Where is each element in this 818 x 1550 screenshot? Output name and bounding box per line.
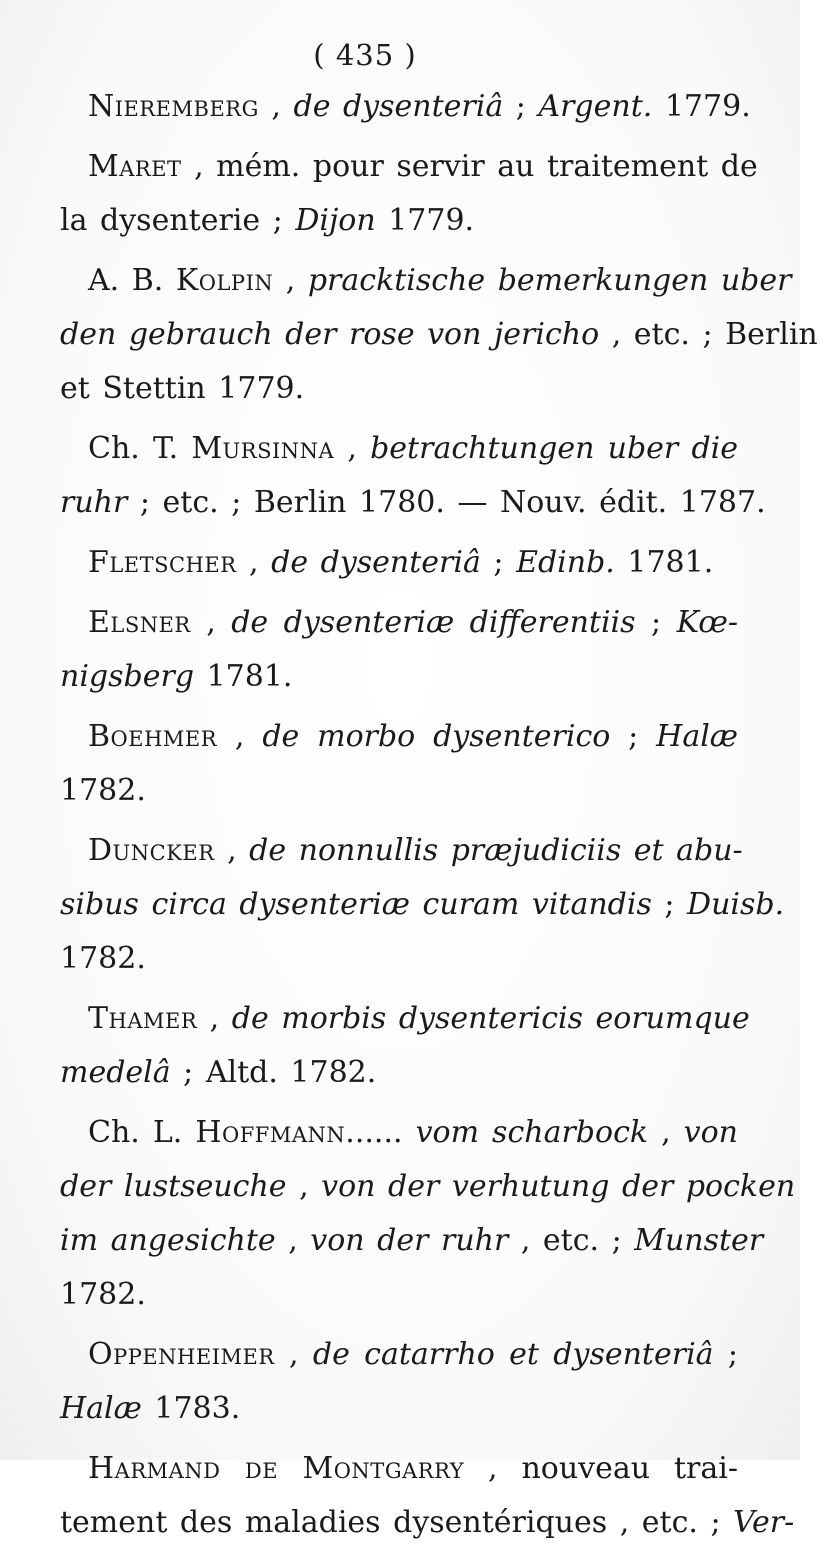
title-text: der lustseuche [60,1169,287,1204]
title-text: Argent. [538,89,653,124]
entry-line [60,476,766,530]
entry-text: Ch. T. [88,431,192,466]
title-text: Halæ [60,1391,142,1426]
title-text: Kœ- [676,605,738,640]
entry-text: tement des maladies dysentériques , etc. ; [60,1505,734,1540]
entry-line [60,596,738,650]
entry-line [60,1496,795,1550]
entry-line [60,932,738,986]
entry-text: , [334,431,371,466]
author-name: Harmand de Montgarry [88,1451,465,1486]
bibliography-entry [60,254,818,416]
bibliography-entry [60,536,738,590]
entry-text: ; [610,719,657,754]
entry-text: 1782. [60,941,146,976]
entry-text: , [648,1115,684,1150]
author-name: Fletscher [88,545,237,580]
entry-text: la dysenterie ; [60,203,296,238]
title-text: im angesichte [60,1223,276,1258]
author-name: Kolpin [175,263,274,298]
title-text: de dysenteriâ [271,545,481,580]
author-name: Duncker [88,833,215,868]
title-text: von der verhutung der pocken [321,1169,796,1204]
title-text: de catarrho et dysenteriâ [312,1337,714,1372]
title-text: Edinb. [516,545,615,580]
entry-text: 1782. [60,1277,146,1312]
entry-text: , [217,719,263,754]
title-text: de dysenteriæ differentiis [231,605,636,640]
title-text: ruhr [60,485,128,520]
entry-line [60,1160,796,1214]
title-text: Halæ [656,719,738,754]
entry-text: ...... [345,1115,416,1150]
entry-text: ; [635,605,677,640]
entry-text: , [274,1337,313,1372]
bibliography-entry [60,80,751,134]
bibliography-entry [60,992,750,1100]
entry-text: , etc. ; [508,1223,635,1258]
entry-line [60,764,738,818]
title-text: betrachtungen uber die [370,431,738,466]
title-text: pracktische bemerkungen uber [307,263,792,298]
entry-line [60,1328,738,1382]
entry-text: 1782. [60,773,146,808]
entry-text: , etc. ; Berlin [599,317,818,352]
entry-line [60,362,738,416]
entry-line [60,254,792,308]
entry-line [60,140,758,194]
author-name: Oppenheimer [88,1337,275,1372]
entry-line [60,1382,738,1436]
entry-text: , [275,1223,311,1258]
title-text: Munster [634,1223,764,1258]
entry-line [60,194,738,248]
title-text: sibus circa dysenteriæ curam vitandis [60,887,652,922]
author-name: Maret [88,149,182,184]
bibliography-entry [60,824,785,986]
entry-line [60,1442,738,1496]
entry-text: A. B. [88,263,176,298]
entry-text: ; [651,887,688,922]
entry-text: , [258,89,294,124]
entry-line [60,992,750,1046]
title-text: nigsberg [60,659,195,694]
entry-text: , [197,1001,232,1036]
entry-line [60,1046,738,1100]
entry-line [60,650,738,704]
entry-line [60,536,738,590]
title-text: vom scharbock [415,1115,649,1150]
bibliography-entry [60,1328,738,1436]
bibliography-entry [60,1106,796,1322]
entry-text: 1781. [194,659,293,694]
entry-line [60,422,738,476]
bibliography-entry [60,596,738,704]
title-text: de morbo dysenterico [262,719,611,754]
entry-line [60,80,751,134]
entry-text: , nouveau trai- [464,1451,738,1486]
entry-text: , mém. pour servir au traitement de [181,149,758,184]
author-name: Elsner [88,605,191,640]
bibliography-list [60,80,818,1550]
title-text: de morbis dysentericis eorumque [231,1001,750,1036]
title-text: de nonnullis præjudiciis et abu- [249,833,743,868]
entry-text: , [286,1169,322,1204]
entry-line [60,710,738,764]
page-number: ( 435 ) [313,38,417,72]
entry-text: , [236,545,272,580]
title-text: den gebrauch der rose von jericho [60,317,600,352]
title-text: von der ruhr [310,1223,509,1258]
entry-text: , [273,263,308,298]
entry-text: , [214,833,250,868]
entry-text: ; etc. ; Berlin 1780. — Nouv. édit. 1787. [127,485,766,520]
title-text: von [683,1115,738,1150]
author-name: Mursinna [191,431,335,466]
entry-line [60,1268,738,1322]
title-text: Dijon [295,203,376,238]
author-name: Thamer [88,1001,198,1036]
bibliography-entry [60,1442,795,1550]
entry-text: ; [480,545,517,580]
author-name: Nieremberg [88,89,259,124]
bibliography-entry [60,710,738,818]
entry-text: , [190,605,232,640]
title-text: medelâ [60,1055,171,1090]
entry-text: 1783. [141,1391,241,1426]
bibliography-entry [60,422,766,530]
bibliography-entry [60,140,758,248]
entry-text: ; Altd. 1782. [170,1055,377,1090]
author-name: Boehmer [88,719,218,754]
entry-line [60,308,818,362]
title-text: Ver- [733,1505,795,1540]
entry-line [60,824,743,878]
entry-text: et Stettin 1779. [60,371,305,406]
entry-text: 1781. [614,545,714,580]
entry-text: 1779. [375,203,475,238]
entry-text: ; [713,1337,738,1372]
entry-line [60,878,785,932]
entry-text: Ch. L. [88,1115,196,1150]
title-text: Duisb. [687,887,785,922]
entry-text: ; [503,89,539,124]
entry-text: 1779. [652,89,751,124]
entry-line [60,1214,764,1268]
author-name: Hoffmann [195,1115,346,1150]
title-text: de dysenteriâ [293,89,504,124]
entry-line [60,1106,738,1160]
